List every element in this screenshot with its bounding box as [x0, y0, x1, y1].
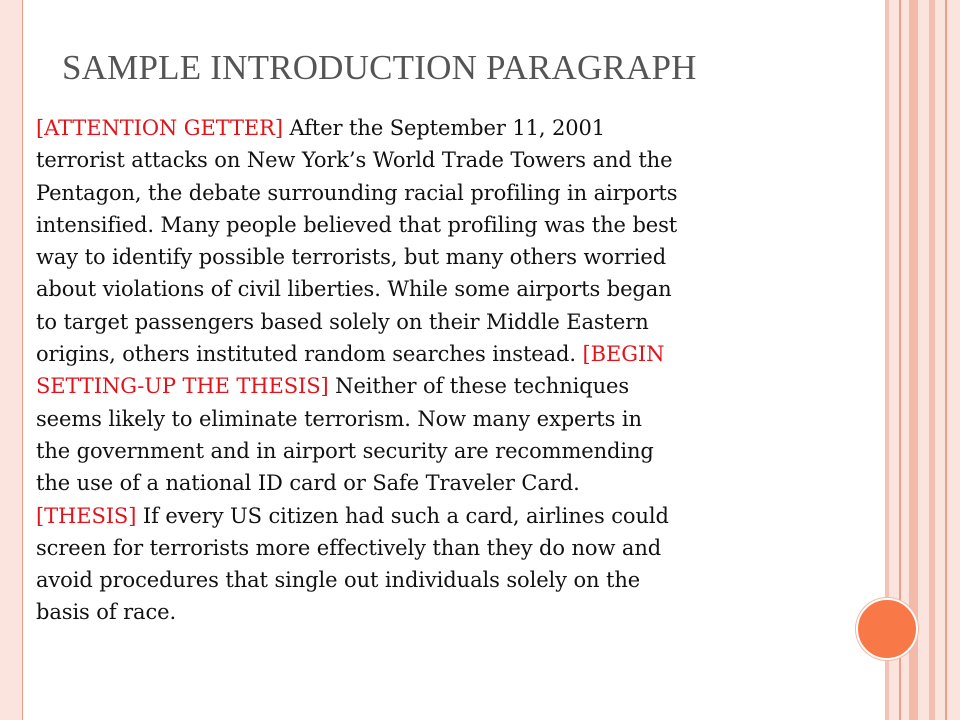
section-label: [THESIS] [36, 503, 137, 528]
paragraph-text: Neither of these techniques [328, 374, 630, 399]
paragraph-line [36, 467, 870, 499]
section-label: SETTING-UP THE THESIS] [36, 374, 329, 399]
stripe [929, 0, 935, 720]
paragraph-line [36, 564, 870, 596]
introduction-paragraph [36, 112, 870, 629]
paragraph-text: seems likely to eliminate terrorism. Now many experts in [36, 406, 642, 431]
paragraph-line [36, 177, 870, 209]
paragraph-text: screen for terrorists more effectively than they do now and [36, 535, 662, 560]
stripe [945, 0, 947, 720]
paragraph-text: way to identify possible terrorists, but many others worried [36, 245, 667, 270]
paragraph-text: the government and in airport security are recommending [36, 438, 654, 463]
paragraph-line [36, 144, 870, 176]
paragraph-text: avoid procedures that single out individuals solely on the [36, 568, 641, 593]
paragraph-line [36, 532, 870, 564]
paragraph-line [36, 370, 870, 402]
paragraph-line [36, 500, 870, 532]
paragraph-text: basis of race. [36, 600, 177, 625]
section-label: [BEGIN [582, 342, 665, 367]
paragraph-line [36, 209, 870, 241]
section-label: [ATTENTION GETTER] [36, 116, 283, 140]
orange-circle-decoration [856, 598, 918, 660]
paragraph-text: origins, others instituted random searches instead. [36, 342, 583, 367]
paragraph-line [36, 306, 870, 338]
left-border-decoration [0, 0, 23, 720]
paragraph-text: to target passengers based solely on their Middle Eastern [36, 309, 649, 334]
paragraph-line [36, 338, 870, 370]
paragraph-text: the use of a national ID card or Safe Traveler Card. [36, 471, 580, 496]
paragraph-line [36, 273, 870, 305]
paragraph-text: about violations of civil liberties. While some airports began [36, 277, 672, 302]
paragraph-text: intensified. Many people believed that profiling was the best [36, 212, 678, 237]
paragraph-line [36, 403, 870, 435]
paragraph-line [36, 435, 870, 467]
paragraph-text: terrorist attacks on New York’s World Trade Towers and the [36, 148, 673, 173]
paragraph-text: If every US citizen had such a card, airlines could [136, 503, 669, 528]
paragraph-line [36, 112, 870, 144]
slide-title: SAMPLE INTRODUCTION PARAGRAPH [62, 48, 697, 87]
paragraph-line [36, 596, 870, 628]
paragraph-text: After the September 11, 2001 [282, 116, 606, 140]
paragraph-line [36, 241, 870, 273]
paragraph-text: Pentagon, the debate surrounding racial profiling in airports [36, 180, 678, 205]
